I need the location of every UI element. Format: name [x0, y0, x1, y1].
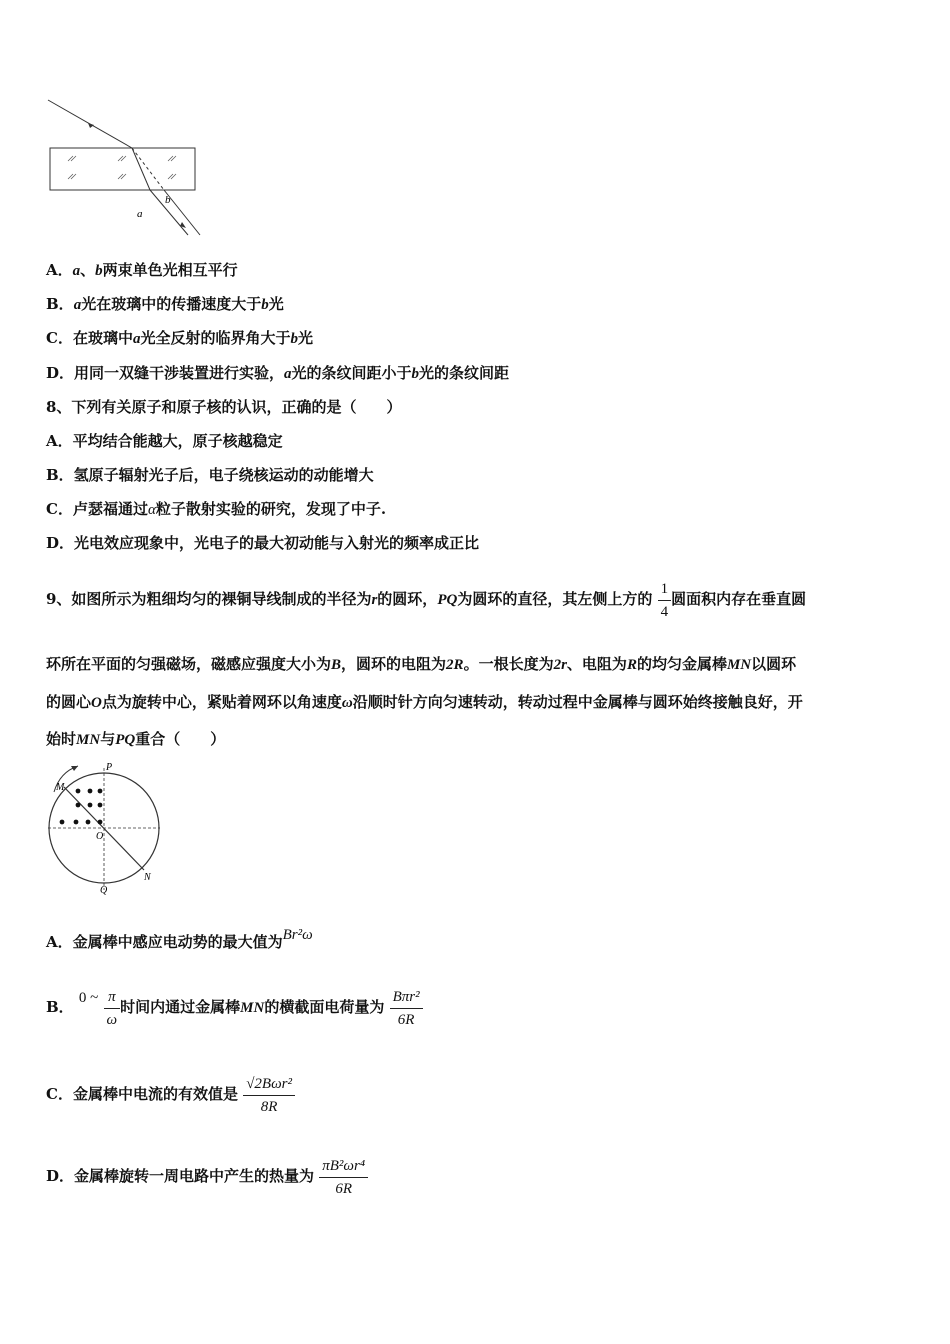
glass-refraction-figure [40, 95, 210, 245]
q8-option-c[interactable]: C．卢瑟福通过α粒子散射实验的研究，发现了中子. [46, 500, 387, 518]
q7-option-d[interactable]: D．用同一双缝干涉装置进行实验，a光的条纹间距小于b光的条纹间距 [46, 364, 510, 382]
rotating-rod-circle-figure [40, 760, 170, 900]
label-O: O [96, 831, 104, 842]
ray-a-label: a [137, 208, 143, 220]
q9-option-d[interactable]: D．金属棒旋转一周电路中产生的热量为 $\frac{\text{πB²ωr⁴}}{6R}$ [46, 1150, 368, 1202]
q9-option-a[interactable]: A．金属棒中感应电动势的最大值为Br²ω [46, 927, 313, 951]
ray-b-label: b [165, 194, 171, 206]
label-M: M [56, 782, 65, 793]
q8-option-b[interactable]: B．氢原子辐射光子后，电子绕核运动的动能增大 [46, 466, 374, 484]
one-quarter-fraction: $\frac{1}{4}$ [658, 580, 672, 621]
q9-option-c[interactable]: C．金属棒中电流的有效值是 $\frac{\text{√2Bωr²}}{8R}$ [46, 1068, 295, 1120]
current-fraction: $\frac{\text{√2Bωr²}}{8R}$ [243, 1075, 295, 1116]
q7-option-b[interactable]: B．a光在玻璃中的传播速度大于b光 [46, 295, 284, 313]
label-N: N [144, 872, 151, 883]
q7-option-a[interactable]: A．a、b两束单色光相互平行 [46, 261, 238, 279]
charge-fraction: $\frac{\text{Bπr²}}{6R}$ [390, 988, 423, 1029]
q9-stem-line-2: 环所在平面的匀强磁场，磁感应强度大小为B，圆环的电阻为2R。一根长度为2r、电阻为R的均匀金属棒MN以圆环 [46, 655, 797, 673]
heat-fraction: $\frac{\text{πB²ωr⁴}}{6R}$ [319, 1157, 368, 1198]
pi-over-omega: $\frac{\pi}{\omega}$ [104, 988, 121, 1029]
q9-option-b[interactable]: B． 0 ~ $\frac{\pi}{\omega}$ 时间内通过金属棒MN的横截面电荷量为 $\frac{\text{Bπr²}}{6R}$ [46, 982, 423, 1032]
q9-stem-line-3: 的圆心O点为旋转中心，紧贴着网环以角速度ω沿顺时针方向匀速转动，转动过程中金属棒与圆环始终接触良好，开 [46, 693, 803, 711]
q9-stem-line-4: 始时MN与PQ重合（ ） [46, 730, 226, 748]
label-Q: Q [100, 885, 108, 896]
label-P: P [106, 762, 113, 773]
q8-option-d[interactable]: D．光电效应现象中，光电子的最大初动能与入射光的频率成正比 [46, 534, 480, 552]
q8-stem: 8、下列有关原子和原子核的认识，正确的是（ ） [46, 398, 402, 416]
q8-option-a[interactable]: A．平均结合能越大，原子核越稳定 [46, 432, 283, 450]
q7-option-c[interactable]: C．在玻璃中a光全反射的临界角大于b光 [46, 329, 313, 347]
q9-stem-line-1: 9、如图所示为粗细均匀的裸铜导线制成的半径为r的圆环，PQ为圆环的直径，其左侧上方的 $\frac{1}{4}$ 圆面积内存在垂直圆 [46, 580, 807, 620]
